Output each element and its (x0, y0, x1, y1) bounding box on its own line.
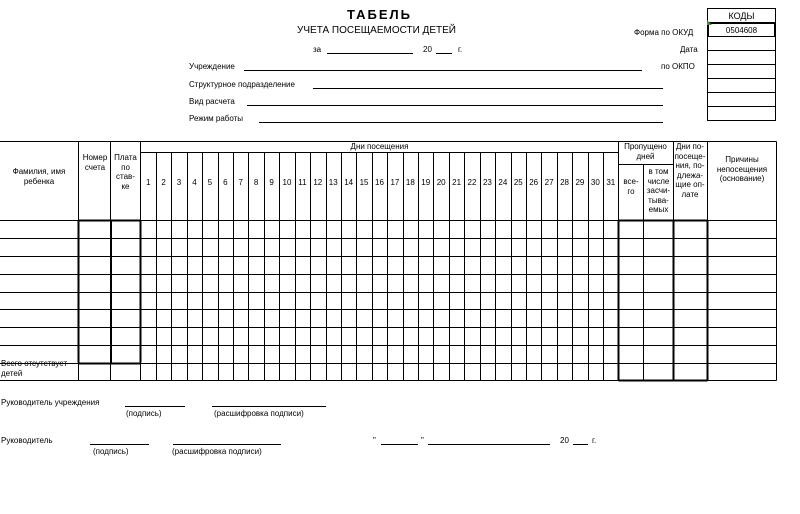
head-label: Руководитель (1, 436, 53, 445)
col-fee-header: Плата по став- ке (114, 153, 137, 191)
day-number-18: 18 (405, 178, 415, 187)
day-number-23: 23 (482, 178, 492, 187)
date-year-line[interactable] (573, 444, 588, 445)
col-account-header: Номер счета (82, 153, 108, 172)
day-number-16: 16 (375, 178, 384, 187)
okud-value[interactable]: 0504608 (707, 22, 776, 37)
day-number-26: 26 (529, 178, 539, 187)
field-department-label: Структурное подразделение (189, 80, 295, 89)
field-institution-label: Учреждение (189, 62, 235, 71)
day-number-6: 6 (223, 178, 228, 187)
col-reasons-header: Причины непосещения (основание) (716, 155, 768, 183)
day-number-19: 19 (421, 178, 431, 187)
head-sign-line[interactable] (90, 444, 149, 445)
head-institution-decode-line[interactable] (212, 406, 326, 407)
col-missed-incl-header: в том числе засчи- тыва- емых (646, 167, 671, 214)
col-name-header: Фамилия, имя ребенка (12, 167, 66, 186)
date-day-line[interactable] (381, 444, 418, 445)
day-number-13: 13 (328, 178, 338, 187)
day-number-9: 9 (269, 178, 274, 187)
date-month-line[interactable] (428, 444, 550, 445)
day-number-7: 7 (238, 178, 243, 187)
day-number-22: 22 (467, 178, 477, 187)
col-days-header: Дни посещения (350, 142, 409, 151)
document-title: ТАБЕЛЬ (347, 7, 412, 22)
field-work-mode-label: Режим работы (189, 114, 244, 123)
day-number-24: 24 (498, 178, 508, 187)
decode2-caption: (расшифровка подписи) (172, 447, 262, 456)
day-number-28: 28 (560, 178, 569, 187)
col-payable-header: Дни по- посеще- ния, по- длежа- щие оп- лате (674, 142, 706, 199)
field-calc-type-label: Вид расчета (189, 97, 235, 106)
codes-header: КОДЫ (707, 8, 776, 23)
day-number-8: 8 (253, 178, 259, 187)
day-number-29: 29 (575, 178, 585, 187)
period-year-suffix: г. (458, 45, 463, 54)
col-missed-total-header: все- го (623, 177, 639, 196)
day-number-10: 10 (282, 178, 292, 187)
okud-label: Форма по ОКУД (634, 28, 694, 37)
date-year-suffix: г. (592, 436, 597, 445)
day-number-14: 14 (344, 178, 354, 187)
date-quote-open: " (373, 436, 376, 445)
okpo-label: по ОКПО (661, 62, 695, 71)
day-number-21: 21 (452, 178, 462, 187)
day-number-5: 5 (207, 178, 213, 187)
period-prefix: за (313, 45, 322, 54)
total-row-label: Всего отсутствует детей (1, 359, 68, 378)
day-number-25: 25 (513, 178, 523, 187)
period-year-prefix: 20 (423, 45, 432, 54)
day-number-4: 4 (192, 178, 197, 187)
head-institution-label: Руководитель учреждения (1, 398, 100, 407)
day-number-20: 20 (436, 178, 446, 187)
day-number-27: 27 (544, 178, 554, 187)
day-number-1: 1 (145, 178, 151, 187)
day-number-3: 3 (176, 178, 182, 187)
date-label: Дата (680, 45, 698, 54)
date-year-prefix: 20 (560, 436, 569, 445)
document-subtitle: УЧЕТА ПОСЕЩАЕМОСТИ ДЕТЕЙ (297, 25, 456, 36)
day-number-31: 31 (606, 178, 616, 187)
sign1-caption: (подпись) (126, 409, 162, 418)
day-number-15: 15 (359, 178, 369, 187)
day-number-30: 30 (590, 178, 600, 187)
date-quote-close: " (421, 436, 424, 445)
day-number-11: 11 (298, 178, 307, 187)
day-number-2: 2 (161, 178, 166, 187)
decode1-caption: (расшифровка подписи) (214, 409, 304, 418)
col-missed-header: Пропущено дней (624, 142, 667, 161)
head-institution-sign-line[interactable] (125, 406, 185, 407)
head-decode-line[interactable] (173, 444, 281, 445)
day-number-17: 17 (390, 178, 400, 187)
day-number-12: 12 (313, 178, 323, 187)
sign2-caption: (подпись) (93, 447, 129, 456)
